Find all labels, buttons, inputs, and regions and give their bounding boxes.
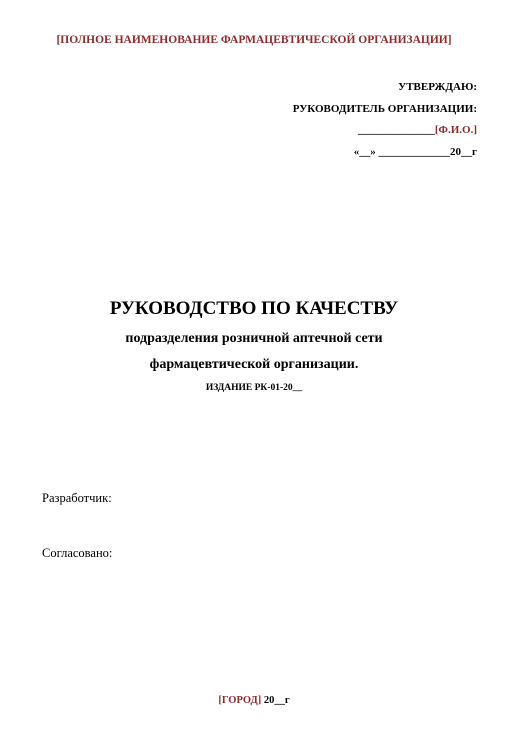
document-edition: ИЗДАНИЕ РК-01-20__ <box>205 383 303 393</box>
document-subtitle-line1: подразделения розничной аптечной сети <box>125 331 383 346</box>
approval-signature-line <box>358 124 477 136</box>
city-placeholder: [ГОРОД] <box>218 695 262 706</box>
signature-underline: ______________ <box>357 124 435 136</box>
approval-title: УТВЕРЖДАЮ: <box>398 81 477 93</box>
footer-city-year <box>0 695 508 706</box>
footer-year: 20__г <box>261 695 290 706</box>
document-subtitle-line2: фармацевтической организации. <box>149 357 359 372</box>
name-placeholder: [Ф.И.О.] <box>434 124 477 136</box>
document-title: РУКОВОДСТВО ПО КАЧЕСТВУ <box>109 298 399 319</box>
approval-date-line: «__» _____________20__г <box>353 146 477 158</box>
approval-role: РУКОВОДИТЕЛЬ ОРГАНИЗАЦИИ: <box>292 103 477 115</box>
organization-name-placeholder: [ПОЛНОЕ НАИМЕНОВАНИЕ ФАРМАЦЕВТИЧЕСКОЙ ОРГАНИЗАЦИИ] <box>56 34 452 46</box>
agreed-label: Согласовано: <box>42 546 113 560</box>
developer-label: Разработчик: <box>42 491 112 505</box>
